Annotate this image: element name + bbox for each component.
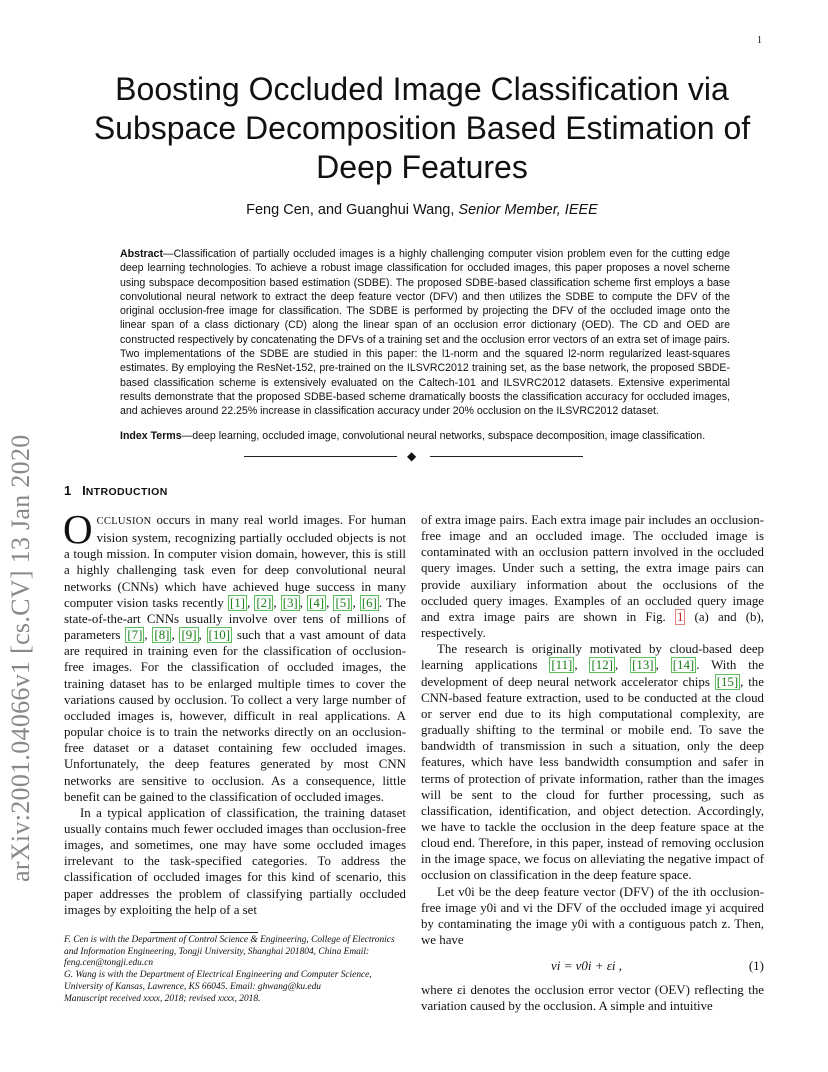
index-terms xyxy=(120,429,740,443)
intro-text-b: . The state-of-the-art CNNs usually involve over tens of millions of parameters xyxy=(64,595,406,643)
body-paragraph-3: Let v0i be the deep feature vector (DFV) of the ith occlusion-free image y0i and vi the DFV of the occluded image yi acquired by contaminating the image y0i with a contiguous patch z. Then, we have xyxy=(421,884,764,948)
citation-link[interactable]: [13] xyxy=(632,658,654,673)
arxiv-stamp: arXiv:2001.04066v1 [cs.CV] 13 Jan 2020 xyxy=(6,434,35,882)
footnote-rule xyxy=(150,932,258,933)
citation-link[interactable]: [5] xyxy=(335,595,351,610)
citation-link[interactable]: [15] xyxy=(716,674,739,689)
footnote-manuscript: Manuscript received xxxx, 2018; revised xxxx, 2018. xyxy=(64,993,261,1004)
intro-text-a: occurs in many real world images. For human vision system, recognizing partially occluded objects is not a tough mission. In computer vision domain, however, this is still a highly challenging task even for deep convolutional neural networks (CNNs) which have achieved huge success in many computer vision tasks recently xyxy=(64,513,406,610)
citation-link[interactable]: [3] xyxy=(282,595,298,610)
citation-link[interactable]: [9] xyxy=(181,628,197,643)
footnote-affiliation-2: G. Wang is with the Department of Electrical Engineering and Computer Science, University of Kansas, Lawrence, KS 66045. Email: ghwang@ku.edu xyxy=(64,970,372,992)
index-terms-text: —deep learning, occluded image, convolutional neural networks, subspace decomposition, image classification. xyxy=(181,430,706,442)
page-number: 1 xyxy=(757,35,762,46)
citation-link[interactable]: [14] xyxy=(672,658,695,673)
citation-link[interactable]: [6] xyxy=(361,595,377,610)
right-column-continued xyxy=(421,982,764,1014)
paper-title: Boosting Occluded Image Classification via Subspace Decomposition Based Estimation of Deep Features xyxy=(93,71,751,185)
divider-line-right xyxy=(430,456,583,457)
citation-link[interactable]: [2] xyxy=(256,595,272,610)
section-divider xyxy=(244,449,584,463)
divider-line-left xyxy=(244,456,397,457)
author-affix: Senior Member, IEEE xyxy=(458,202,598,218)
section-heading xyxy=(64,483,168,498)
equation-body: vi = v0i + εi , xyxy=(551,958,623,973)
citation-link[interactable]: [8] xyxy=(154,628,170,643)
intro-text-c: such that a vast amount of data are required in training even for the classification of occlusion-free images. For the classification of occluded images, the training dataset has to be enlarged multiple times to cover the variations caused by occlusion. To collect a very large number of occluded images is, however, difficult in real applications. A popular choice is to train the networks directly on an occlusion-free dataset or a dataset containing few occluded images. Unfortunately, the deep features generated by most CNN networks are sensitive to occlusion. As a consequence, little benefit can be gained to the classification of occluded images. xyxy=(64,628,406,804)
right-column xyxy=(421,512,764,948)
citation-link[interactable]: [7] xyxy=(127,628,143,643)
intro-paragraph-1: OCCLUSION occurs in many real world images. For human vision system, recognizing partially occluded objects is not a tough mission. In computer vision domain, however, this is still a highly challenging task even for deep convolutional neural networks (CNNs) which have achieved huge success in many computer vision tasks recently [1] , [2] , [3] , [4] , [5] , [6] . The state-of-the-art CNNs usually involve over tens of millions of parameters [7] , [8] , [9] , [10] such that a vast amount of data are required in training even for the classification of occlusion-free images. For the classification of occluded images, the training dataset has to be enlarged multiple times to cover the variations caused by occlusion. To collect a very large number of occluded images is, however, difficult in real applications. A popular choice is to train the networks directly on an occlusion-free dataset or a dataset containing few occluded images. Unfortunately, the deep features generated by most CNN networks are sensitive to occlusion. As a consequence, little benefit can be gained to the classification of occluded images. xyxy=(63,506,406,804)
intro-smallcaps: CCLUSION xyxy=(96,516,152,527)
equation-number: (1) xyxy=(748,958,764,973)
body-paragraph-1 xyxy=(421,512,764,641)
citation-link[interactable]: [4] xyxy=(309,595,325,610)
citation-link[interactable]: [12] xyxy=(591,658,613,673)
body-text-c: The research is originally motivated by cloud-based deep learning applications xyxy=(421,642,764,673)
abstract-label: Abstract xyxy=(120,248,163,260)
intro-paragraph-2: In a typical application of classification, the training dataset usually contains much fewer occluded images than occlusion-free images, and sometimes, one may have some occluded images irrelevant to the task-specified categories. To address the classification of occluded images for this kind of scenario, this paper addresses the problem of classifying partially occluded images by exploiting the help of a set xyxy=(64,805,406,917)
body-text-a: of extra image pairs. Each extra image pair includes an occlusion-free image and an occluded image. The occluded image is contaminated with an occlusion pattern involved in the occluded query images. Under such a setting, the extra image pairs can provide auxiliary information about the occlusions of the occluded query images. Examples of an occluded query image and extra image pairs are shown in Fig. xyxy=(421,513,764,624)
body-text-e: , the CNN-based feature extraction, used to be conducted at the cloud or server end due to its high computational complexity, are gradually shifting to the terminal or mobile end. To save the bandwidth of transmission in such a situation, only the deep features, which have less bandwidth consumption and safer in terms of protection of private information, rather than the images will be sent to the cloud for further processing, such as classification, identification, and object detection. Accordingly, we have to tackle the occlusion in the deep feature space at the cloud end. Therefore, in this paper, instead of removing occlusion in the image space, we focus on alleviating the negative impact of occlusion on classification in the deep feature space. xyxy=(421,674,764,883)
diamond-icon: ◆ xyxy=(407,449,417,463)
section-title-initial: I xyxy=(82,483,86,498)
section-title-rest: NTRODUCTION xyxy=(85,486,168,498)
body-paragraph-2: The research is originally motivated by cloud-based deep learning applications [11] , [12] , [13] , [14] . With the development of deep neural network accelerator chips [15] , the CNN-based feature extraction, used to be conducted at the cloud or server end due to its high computational complexity, are gradually shifting to the terminal or mobile end. To save the bandwidth of transmission in such a situation, only the deep features, which have less bandwidth consumption and safer in terms of protection of private information, rather than the images will be sent to the cloud for further processing, such as classification, identification, and object detection. Accordingly, we have to tackle the occlusion in the deep feature space at the cloud end. Therefore, in this paper, instead of removing occlusion in the image space, we focus on alleviating the negative impact of occlusion on classification in the deep feature space. xyxy=(421,642,765,883)
abstract xyxy=(120,247,730,419)
author-names: Feng Cen, and Guanghui Wang, xyxy=(246,202,455,218)
section-number: 1 xyxy=(64,483,72,498)
citation-link[interactable]: [1] xyxy=(229,595,245,610)
body-paragraph-4: where εi denotes the occlusion error vector (OEV) reflecting the variation caused by the occlusion. A simple and intuitive xyxy=(421,983,764,1014)
footnotes xyxy=(64,935,406,1005)
index-terms-label: Index Terms xyxy=(120,430,182,442)
citation-link[interactable]: [10] xyxy=(208,628,231,643)
body-text-d: . With the development of deep neural network accelerator chips xyxy=(421,658,765,689)
left-column xyxy=(63,506,406,918)
drop-cap: O xyxy=(63,506,93,552)
abstract-text: —Classification of partially occluded images is a highly challenging computer vision problem even for the cutting edge deep learning technologies. To achieve a robust image classification for occluded images, this paper proposes a novel scheme using subspace decomposition based estimation (SDBE). The proposed SDBE-based classification scheme first employs a base convolutional neural network to extract the deep feature vector (DFV) and then utilizes the SDBE to compute the DFV of the original occlusion-free image for classification. The SDBE is performed by projecting the DFV of the occluded image onto the linear span of a class dictionary (CD) along the linear span of an occlusion error dictionary (OED). The CD and OED are constructed respectively by concatenating the DFVs of a training set and the occlusion error vectors of an extra set of image pairs. Two implementations of the SDBE are studied in this paper: the l1-norm and the squared l2-norm regularized least-squares estimates. By employing the ResNet-152, pre-trained on the ILSVRC2012 training set, as the base network, the proposed SBDE-based classification scheme is extensively evaluated on the Caltech-101 and ILSVRC2012 datasets. Extensive experimental results demonstrate that the proposed SDBE-based scheme dramatically boosts the classification accuracy for occluded images, and achieves around 22.25% increase in classification accuracy under 20% occlusion on the ILSVRC2012 dataset. xyxy=(120,248,730,418)
body-text-b: (a) and (b), respectively. xyxy=(421,609,764,641)
author-line xyxy=(60,202,784,218)
footnote-affiliation-1: F. Cen is with the Department of Control Science & Engineering, College of Electronics and Information Engineering, Tongji University, Shanghai 201804, China Email: feng.cen@tongji.edu.cn xyxy=(64,935,395,969)
figure-link[interactable]: 1 xyxy=(676,609,684,624)
citation-link[interactable]: [11] xyxy=(551,658,573,673)
